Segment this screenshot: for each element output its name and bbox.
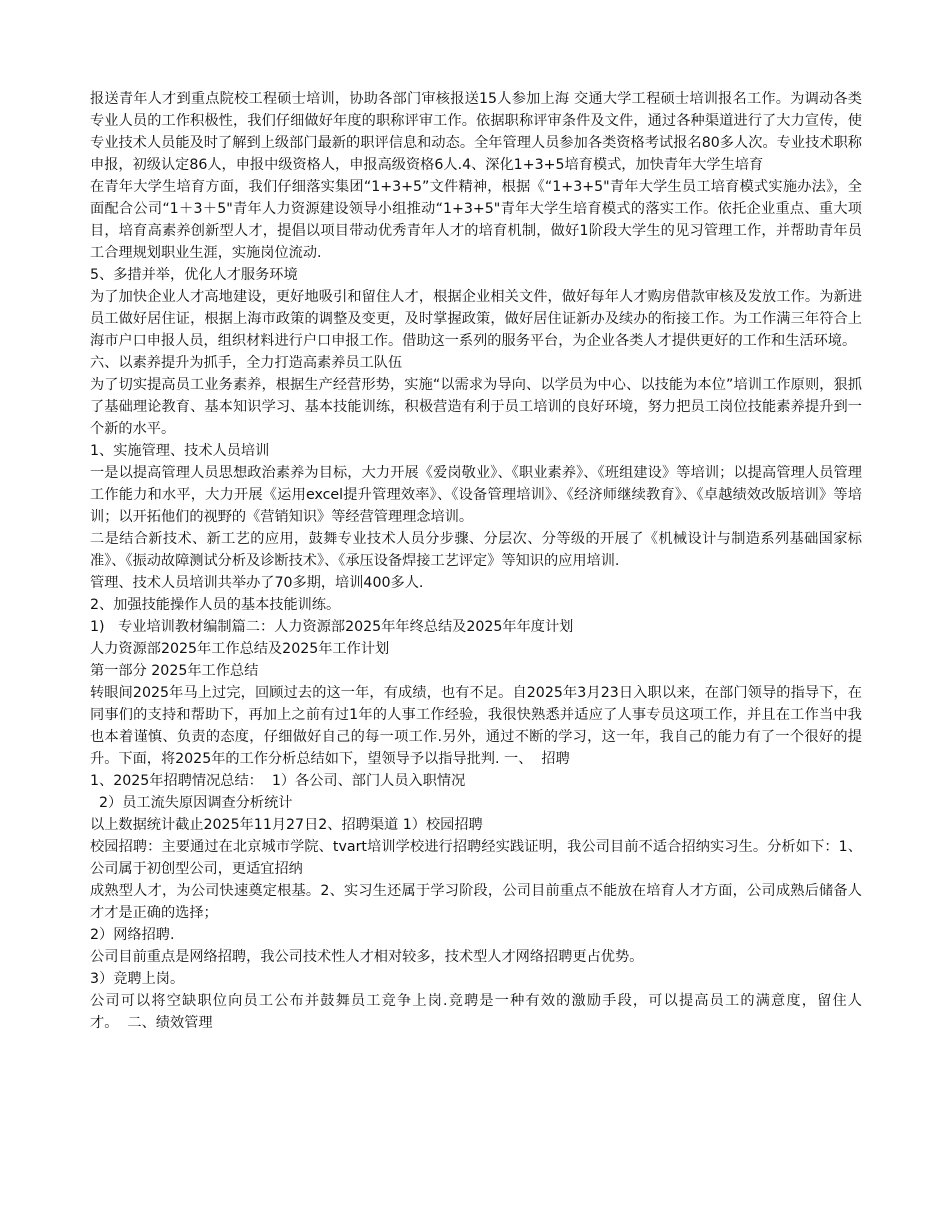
paragraph-year-review: 转眼间2025年马上过完，回顾过去的这一年，有成绩，也有不足。自2025年3月23日入职以来，在部门领导的指导下，在同事们的支持和帮助下，再加上之前有过1年的人事工作经验，我很快熟悉并适应了人事专员这项工作，并且在工作当中我也本着谨慎、负责的态度，仔细做好自己的每一项工作.另外，通过不断的学习，这一年，我自己的能力有了一个很好的提升。下面，将2025年的工作分析总结如下，望领导予以指导批判. 一、 招聘: [90, 685, 862, 767]
paragraph-campus-recruitment: 校园招聘：主要通过在北京城市学院、tvart培训学校进行招聘经实践证明，我公司目前不适合招纳实习生。分析如下：1、公司属于初创型公司，更适宜招纳: [90, 839, 862, 877]
paragraph-quality-improvement: 为了切实提高员工业务素养，根据生产经营形势，实施“以需求为导向、以学员为中心、以技能为本位”培训工作原则，狠抓了基础理论教育、基本知识学习、基本技能训练，积极营造有利于员工培训的良好环境，努力把员工岗位技能素养提升到一个新的水平。: [90, 377, 862, 437]
paragraph-data-cutoff: 以上数据统计截止2025年11月27日2、招聘渠道 1）校园招聘: [90, 817, 483, 833]
heading-online-recruitment: 2）网络招聘.: [90, 927, 175, 943]
heading-internal-competition: 3）竞聘上岗。: [90, 971, 185, 987]
heading-part-one: 第一部分 2025年工作总结: [90, 663, 259, 679]
heading-skill-training: 2、加强技能操作人员的基本技能训练。: [90, 597, 341, 613]
document-body: [90, 88, 862, 1034]
heading-section-six: 六、以素养提升为抓手，全力打造高素养员工队伍: [90, 355, 403, 371]
document-title: 人力资源部2025年工作总结及2025年工作计划: [90, 641, 390, 657]
paragraph-management-training-two: 二是结合新技术、新工艺的应用，鼓舞专业技术人员分步骤、分层次、分等级的开展了《机械设计与制造系列基础国家标准》、《振动故障测试分析及诊断技术》、《承压设备焊接工艺评定》等知识的应用培训.: [90, 531, 862, 569]
paragraph-youth-cultivation: 在青年大学生培育方面，我们仔细落实集团“1+3+5”文件精神，根据《“1+3+5"青年大学生员工培育模式实施办法》，全面配合公司“1＋3＋5"青年人力资源建设领导小组推动“1+3+5"青年大学生培育模式的落实工作。依托企业重点、重大项目，培育高素养创新型人才，提倡以项目带动优秀青年人才的培育机制，做好1阶段大学生的见习管理工作，并帮助青年员工合理规划职业生涯，实施岗位流动.: [90, 179, 862, 261]
paragraph-management-training-one: 一是以提高管理人员思想政治素养为目标，大力开展《爱岗敬业》、《职业素养》、《班组建设》等培训；以提高管理人员管理工作能力和水平，大力开展《运用excel提升管理效率》、《设备管理培训》、《经济师继续教育》、《卓越绩效改版培训》等培训；以开拓他们的视野的《营销知识》等经营管理理念培训。: [90, 465, 862, 525]
heading-turnover-analysis: 2）员工流失原因调查分析统计: [90, 795, 293, 811]
paragraph-internal-competition: 公司可以将空缺职位向员工公布并鼓舞员工竞争上岗.竞聘是一种有效的激励手段，可以提高员工的满意度，留住人才。 二、绩效管理: [90, 993, 862, 1031]
paragraph-mature-talent: 成熟型人才，为公司快速奠定根基。2、实习生还属于学习阶段，公司目前重点不能放在培育人才方面，公司成熟后储备人才才是正确的选择；: [90, 883, 862, 921]
heading-part-two: 1) 专业培训教材编制篇二：人力资源部2025年年终总结及2025年年度计划: [90, 619, 574, 635]
paragraph-talent-service: 为了加快企业人才高地建设，更好地吸引和留住人才，根据企业相关文件，做好每年人才购房借款审核及发放工作。为新进员工做好居住证，根据上海市政策的调整及变更，及时掌握政策，做好居住证新办及续办的衔接工作。为工作满三年符合上海市户口申报人员，组织材料进行户口申报工作。借助这一系列的服务平台，为企业各类人才提供更好的工作和生活环境。: [90, 289, 862, 349]
paragraph-training-qualifications: 报送青年人才到重点院校工程硕士培训，协助各部门审核报送15人参加上海 交通大学工程硕士培训报名工作。为调动各类专业人员的工作积极性，我们仔细做好年度的职称评审工作。依据职称评审条件及文件，通过各种渠道进行了大力宣传，使专业技术人员能及时了解到上级部门最新的职评信息和动态。全年管理人员参加各类资格考试报名80多人次。专业技术职称申报，初级认定86人，申报中级资格人，申报高级资格6人.4、深化1+3+5培育模式，加快青年大学生培育: [90, 91, 862, 173]
heading-talent-service: 5、多措并举，优化人才服务环境: [90, 267, 298, 283]
paragraph-online-recruitment: 公司目前重点是网络招聘，我公司技术性人才相对较多，技术型人才网络招聘更占优势。: [90, 949, 644, 965]
heading-management-training: 1、实施管理、技术人员培训: [90, 443, 270, 459]
heading-recruitment-summary: 1、2025年招聘情况总结： 1）各公司、部门人员入职情况: [90, 773, 466, 789]
paragraph-training-count: 管理、技术人员培训共举办了70多期，培训400多人.: [90, 575, 424, 591]
